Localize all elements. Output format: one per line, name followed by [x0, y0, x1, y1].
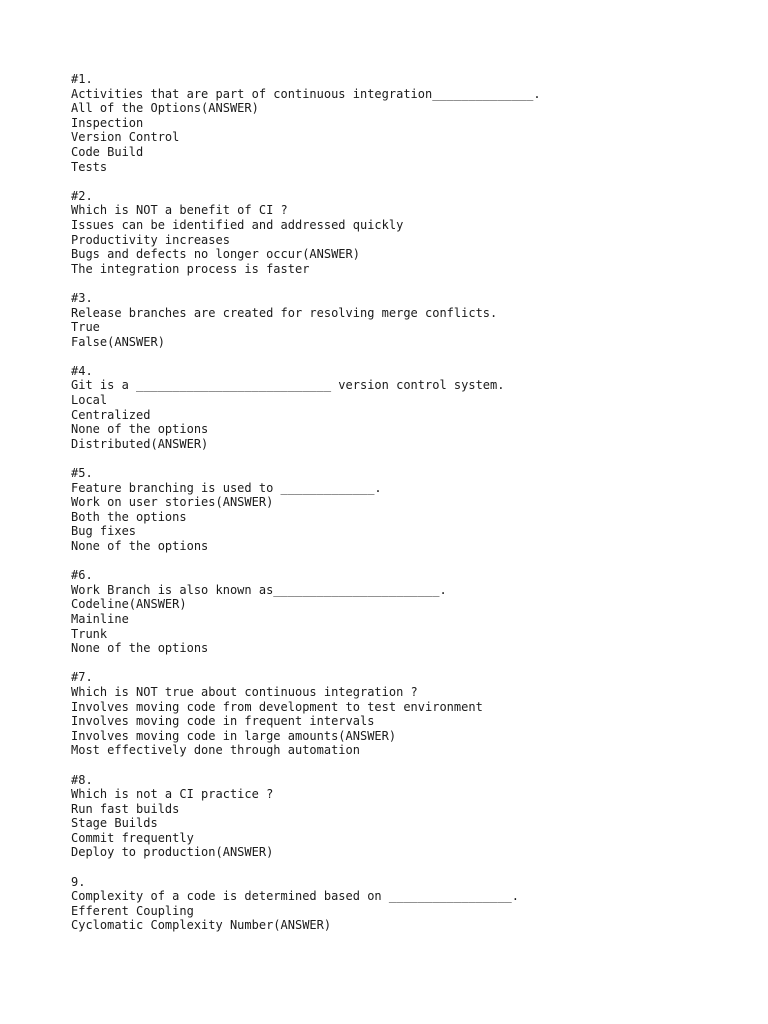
- question-block: [71, 670, 751, 758]
- answer-option: All of the Options(ANSWER): [71, 101, 259, 116]
- question-prompt: Git is a ___________________________ version control system.: [71, 378, 505, 393]
- question-block: [71, 291, 751, 349]
- answer-option: Code Build: [71, 144, 144, 159]
- answer-option: Stage Builds: [71, 816, 158, 831]
- answer-option: Issues can be identified and addressed quickly: [71, 217, 404, 232]
- answer-option: Version Control: [71, 130, 180, 145]
- answer-option: False(ANSWER): [71, 334, 165, 349]
- answer-option: None of the options: [71, 641, 209, 656]
- question-block: [71, 773, 751, 861]
- answer-option: Work on user stories(ANSWER): [71, 495, 274, 510]
- answer-option: Involves moving code in frequent intervals: [71, 714, 375, 729]
- question-number: 9.: [71, 874, 86, 889]
- answer-option: Cyclomatic Complexity Number(ANSWER): [71, 918, 332, 933]
- question-prompt: Release branches are created for resolving merge conflicts.: [71, 305, 498, 320]
- question-prompt: Which is NOT true about continuous integration ?: [71, 684, 418, 699]
- question-number: #2.: [71, 188, 93, 203]
- answer-option: Productivity increases: [71, 232, 230, 247]
- quiz-document: [71, 72, 751, 948]
- answer-option: Most effectively done through automation: [71, 743, 360, 758]
- question-block: [71, 364, 751, 452]
- answer-option: Involves moving code from development to test environment: [71, 699, 483, 714]
- answer-option: Distributed(ANSWER): [71, 436, 209, 451]
- answer-option: Codeline(ANSWER): [71, 597, 187, 612]
- question-number: #3.: [71, 290, 93, 305]
- answer-option: Commit frequently: [71, 830, 194, 845]
- question-number: #1.: [71, 72, 93, 86]
- answer-option: Bugs and defects no longer occur(ANSWER): [71, 247, 360, 262]
- answer-option: True: [71, 320, 100, 335]
- question-prompt: Which is NOT a benefit of CI ?: [71, 203, 288, 218]
- answer-option: None of the options: [71, 539, 209, 553]
- answer-option: Run fast builds: [71, 801, 180, 816]
- answer-option: Centralized: [71, 407, 151, 422]
- question-number: #4.: [71, 363, 93, 378]
- question-block: [71, 875, 751, 933]
- question-prompt: Which is not a CI practice ?: [71, 787, 274, 802]
- answer-option: Inspection: [71, 115, 144, 130]
- answer-option: Deploy to production(ANSWER): [71, 845, 274, 860]
- answer-option: Efferent Coupling: [71, 903, 194, 918]
- question-block: [71, 568, 751, 656]
- question-block: [71, 72, 751, 174]
- question-block: [71, 189, 751, 277]
- answer-option: Trunk: [71, 626, 108, 641]
- answer-option: The integration process is faster: [71, 261, 310, 276]
- answer-option: Mainline: [71, 611, 129, 626]
- answer-option: Tests: [71, 159, 108, 174]
- question-block: [71, 466, 751, 554]
- question-number: #6.: [71, 568, 93, 583]
- answer-option: Involves moving code in large amounts(ANSWER): [71, 728, 397, 743]
- question-number: #7.: [71, 670, 93, 685]
- question-number: #5.: [71, 466, 93, 481]
- answer-option: Both the options: [71, 509, 187, 524]
- question-prompt: Complexity of a code is determined based on _________________.: [71, 889, 519, 904]
- question-number: #8.: [71, 772, 93, 787]
- answer-option: Local: [71, 393, 108, 408]
- answer-option: None of the options: [71, 422, 209, 437]
- question-prompt: Feature branching is used to _____________.: [71, 480, 382, 495]
- question-prompt: Activities that are part of continuous integration______________.: [71, 86, 541, 101]
- answer-option: Bug fixes: [71, 524, 137, 539]
- question-prompt: Work Branch is also known as_______________________.: [71, 582, 447, 597]
